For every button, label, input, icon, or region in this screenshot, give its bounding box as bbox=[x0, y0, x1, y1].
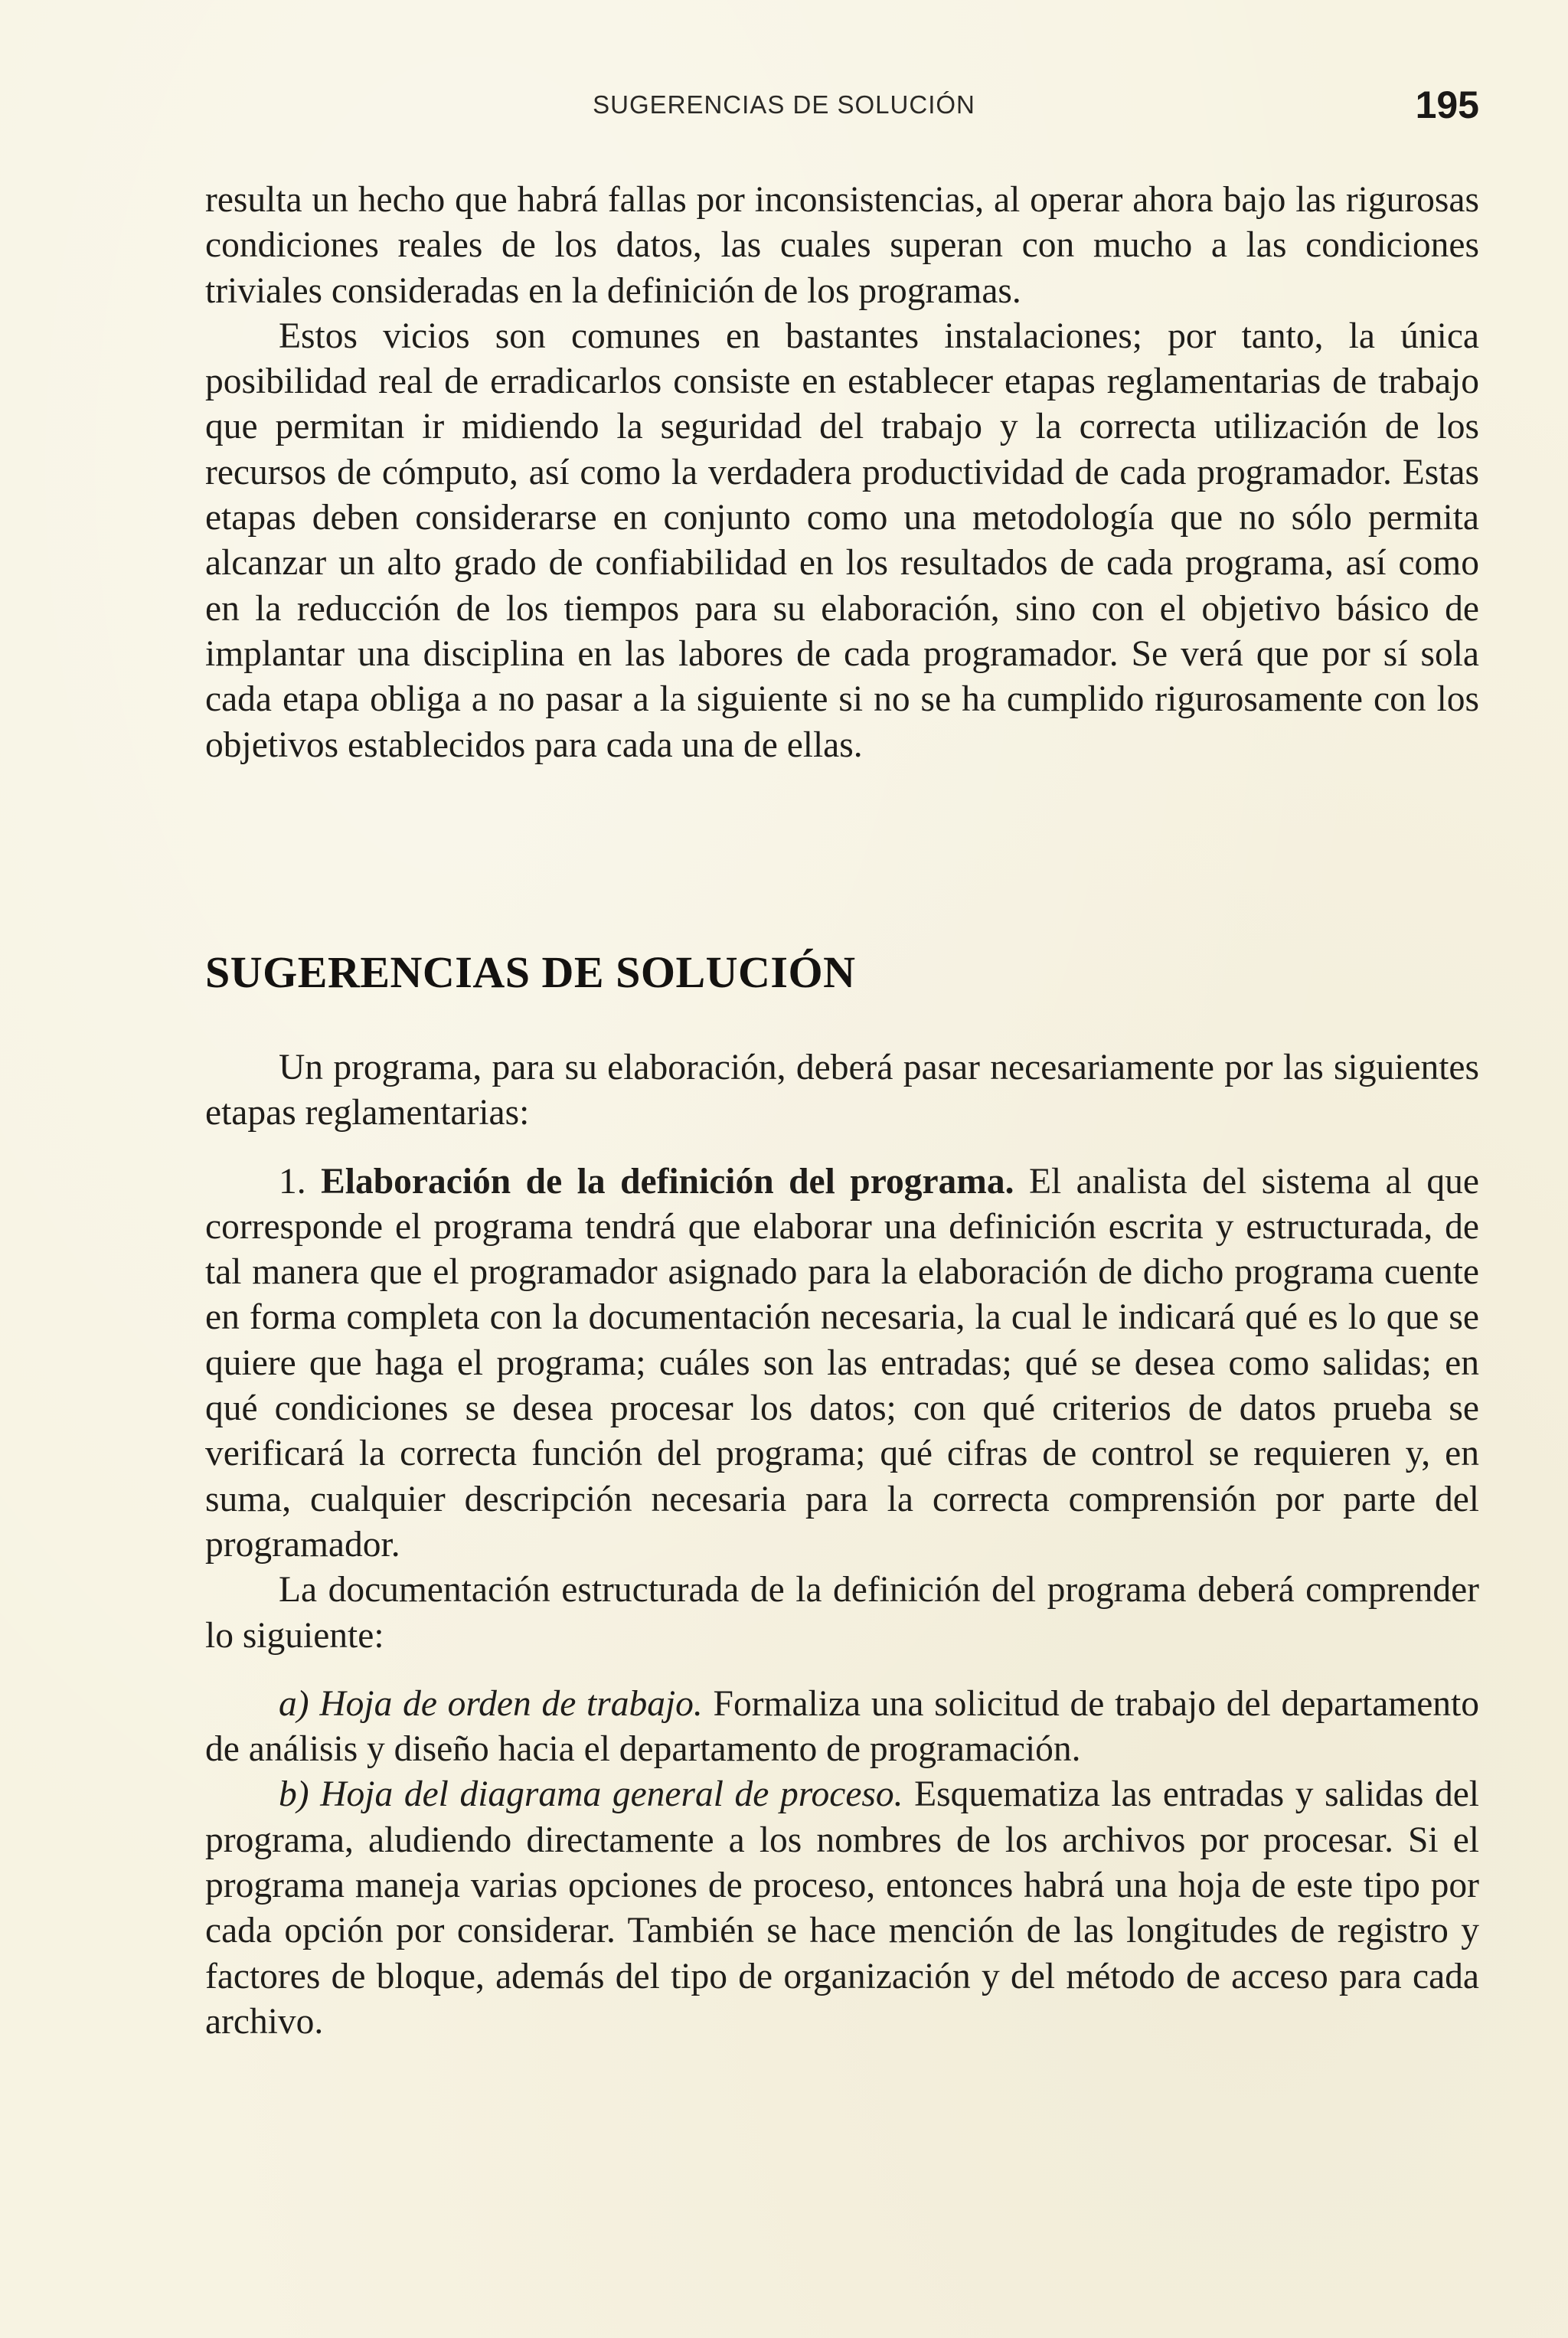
item-b-text: Esquematiza las entradas y salidas del programa, aludiendo directamente a los nombres de los archivos por procesar. Si el programa maneja varias opciones de proceso, entonces habrá una hoja de este tipo por cada opción por considerar. También se hace mención de las longitudes de registro y factores de bloque, además del tipo de organización y del método de acceso para cada archivo. bbox=[205, 1774, 1479, 2042]
step-1-title: Elaboración de la definición del programa. bbox=[321, 1161, 1014, 1202]
section-heading: SUGERENCIAS DE SOLUCIÓN bbox=[205, 947, 856, 997]
section-text bbox=[205, 1045, 1479, 2045]
intro-text bbox=[205, 178, 1479, 768]
item-b-title: Hoja del diagrama general de proceso. bbox=[320, 1774, 903, 1815]
item-b-paragraph bbox=[205, 1772, 1479, 2045]
item-b-label: b) bbox=[279, 1774, 309, 1815]
item-a-text: Formaliza una solicitud de trabajo del departamento de análisis y diseño hacia el departamento de programación. bbox=[205, 1683, 1480, 1770]
section-paragraph-2: La documentación estructurada de la definición del programa deberá comprender lo siguiente: bbox=[205, 1570, 1479, 1656]
item-a-paragraph bbox=[205, 1682, 1479, 1773]
step-1-paragraph bbox=[205, 1159, 1479, 1568]
step-1-text: El analista del sistema al que corresponde el programa tendrá que elaborar una definición escrita y estructurada, de tal manera que el programador asignado para la elaboración de dicho programa cuente en forma completa con la documentación necesaria, la cual le indicará qué es lo que se quiere que haga el programa; cuáles son las entradas; qué se desea como salidas; en qué condiciones se desea procesar los datos; con qué criterios de datos prueba se verificará la correcta función del programa; qué cifras de control se requieren y, en suma, cualquier descripción necesaria para la correcta comprensión por parte del programador. bbox=[205, 1161, 1480, 1565]
item-a-label: a) bbox=[279, 1683, 309, 1724]
step-1-number: 1. bbox=[279, 1161, 306, 1202]
running-head: SUGERENCIAS DE SOLUCIÓN bbox=[593, 90, 975, 119]
intro-paragraph-1: resulta un hecho que habrá fallas por inconsistencias, al operar ahora bajo las rigurosas condiciones reales de los datos, las cuales superan con mucho a las condiciones triviales consideradas en la definición de los programas. bbox=[205, 180, 1479, 311]
section-paragraph-1: Un programa, para su elaboración, deberá pasar necesariamente por las siguientes etapas reglamentarias: bbox=[205, 1048, 1479, 1133]
page-number: 195 bbox=[1415, 83, 1479, 126]
item-a-title: Hoja de orden de trabajo. bbox=[319, 1683, 703, 1724]
intro-paragraph-2: Estos vicios son comunes en bastantes instalaciones; por tanto, la única posibilidad real de erradicarlos consiste en establecer etapas reglamentarias de trabajo que permitan ir midiendo la seguridad del trabajo y la correcta utilización de los recursos de cómputo, así como la verdadera productividad de cada programador. Estas etapas deben considerarse en conjunto como una metodología que no sólo permita alcanzar un alto grado de confiabilidad en los resultados de cada programa, así como en la reducción de los tiempos para su elaboración, sino con el objetivo básico de implantar una disciplina en las labores de cada programador. Se verá que por sí sola cada etapa obliga a no pasar a la siguiente si no se ha cumplido rigurosamente con los objetivos establecidos para cada una de ellas. bbox=[205, 316, 1479, 765]
